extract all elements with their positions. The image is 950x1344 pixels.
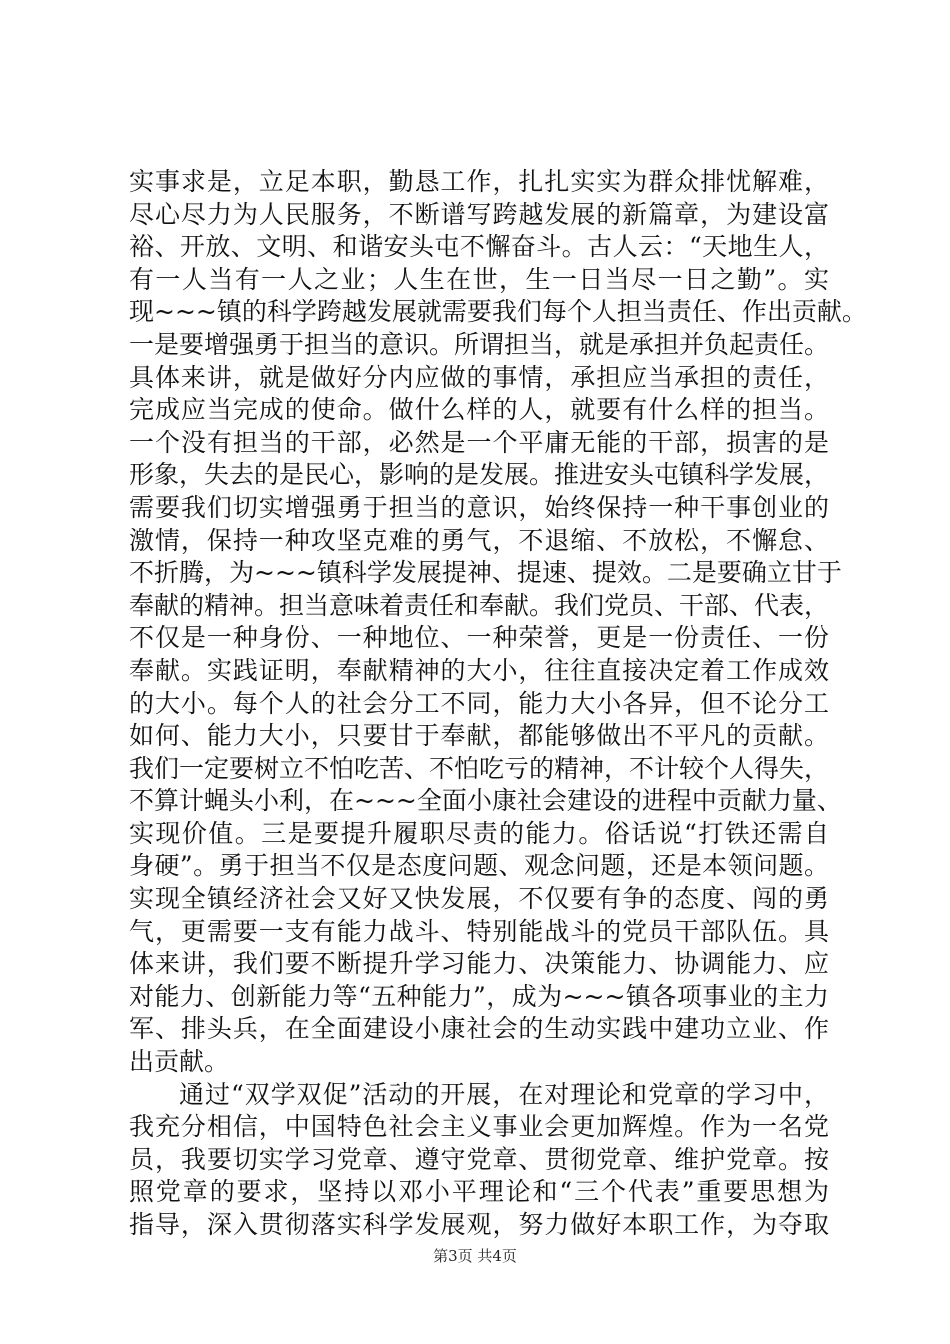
text-line: 的大小。每个人的社会分工不同，能力大小各异，但不论分工 bbox=[129, 688, 829, 718]
text-line: 员，我要切实学习党章、遵守党章、贯彻党章、维护党章。按 bbox=[129, 1144, 829, 1174]
text-line: 需要我们切实增强勇于担当的意识，始终保持一种干事创业的 bbox=[129, 492, 829, 522]
text-line: 如何、能力大小，只要甘于奉献，都能够做出不平凡的贡献。 bbox=[129, 721, 829, 751]
text-line: 现~~~镇的科学跨越发展就需要我们每个人担当责任、作出贡献。 bbox=[129, 297, 867, 327]
text-line: 我充分相信，中国特色社会主义事业会更加辉煌。作为一名党 bbox=[129, 1112, 829, 1142]
text-line: 裕、开放、文明、和谐安头屯不懈奋斗。古人云：“天地生人， bbox=[129, 232, 829, 262]
text-line: 有一人当有一人之业；人生在世，生一日当尽一日之勤”。实 bbox=[129, 264, 829, 294]
text-line: 形象，失去的是民心，影响的是发展。推进安头屯镇科学发展， bbox=[129, 460, 830, 490]
text-line: 尽心尽力为人民服务，不断谱写跨越发展的新篇章，为建设富 bbox=[129, 199, 829, 229]
text-line: 完成应当完成的使命。做什么样的人，就要有什么样的担当。 bbox=[129, 395, 829, 425]
text-line: 实事求是，立足本职，勤恳工作，扎扎实实为群众排忧解难， bbox=[129, 167, 829, 196]
text-line: 气，更需要一支有能力战斗、特别能战斗的党员干部队伍。具 bbox=[129, 916, 829, 946]
text-line: 照党章的要求，坚持以邓小平理论和“三个代表”重要思想为 bbox=[129, 1177, 829, 1207]
text-line: 一个没有担当的干部，必然是一个平庸无能的干部，损害的是 bbox=[129, 427, 829, 457]
text-line: 激情，保持一种攻坚克难的勇气，不退缩、不放松，不懈怠、 bbox=[129, 525, 829, 555]
text-line: 我们一定要树立不怕吃苦、不怕吃亏的精神，不计较个人得失， bbox=[129, 753, 830, 783]
text-line: 军、排头兵，在全面建设小康社会的生动实践中建功立业、作 bbox=[129, 1014, 829, 1044]
text-line: 一是要增强勇于担当的意识。所谓担当，就是承担并负起责任。 bbox=[129, 329, 830, 359]
text-line: 对能力、创新能力等“五种能力”，成为~~~镇各项事业的主力 bbox=[129, 981, 829, 1011]
text-line-paragraph-start: 通过“双学双促”活动的开展，在对理论和党章的学习中， bbox=[179, 1079, 829, 1109]
text-line: 实现价值。三是要提升履职尽责的能力。俗话说“打铁还需自 bbox=[129, 818, 829, 848]
text-line: 指导，深入贯彻落实科学发展观，努力做好本职工作，为夺取 bbox=[129, 1210, 829, 1239]
text-line: 身硬”。勇于担当不仅是态度问题、观念问题，还是本领问题。 bbox=[129, 851, 829, 881]
text-line: 不算计蝇头小利，在~~~全面小康社会建设的进程中贡献力量、 bbox=[129, 786, 842, 816]
text-line: 不仅是一种身份、一种地位、一种荣誉，更是一份责任、一份 bbox=[129, 623, 829, 653]
text-line: 奉献的精神。担当意味着责任和奉献。我们党员、干部、代表， bbox=[129, 590, 830, 620]
body-text bbox=[129, 166, 867, 1242]
text-line: 不折腾，为~~~镇科学发展提神、提速、提效。二是要确立甘于 bbox=[129, 558, 842, 588]
text-line-paragraph-end: 出贡献。 bbox=[129, 1047, 230, 1077]
text-line: 实现全镇经济社会又好又快发展，不仅要有争的态度、闯的勇 bbox=[129, 884, 829, 914]
text-line: 奉献。实践证明，奉献精神的大小，往往直接决定着工作成效 bbox=[129, 655, 829, 685]
text-line: 体来讲，我们要不断提升学习能力、决策能力、协调能力、应 bbox=[129, 949, 829, 979]
text-line: 具体来讲，就是做好分内应做的事情，承担应当承担的责任， bbox=[129, 362, 829, 392]
page-number-footer: 第3页 共4页 bbox=[433, 1247, 517, 1265]
